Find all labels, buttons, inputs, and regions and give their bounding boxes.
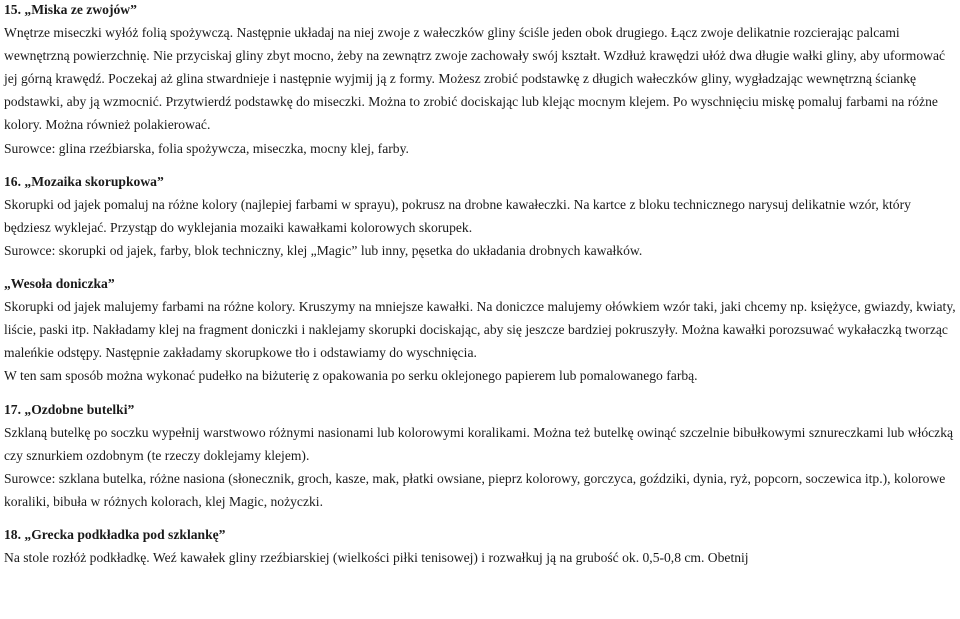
- section-heading: 16. „Mozaika skorupkowa”: [4, 173, 164, 189]
- section-heading: 17. „Ozdobne butelki”: [4, 401, 135, 417]
- section-paragraph: Szklaną butelkę po soczku wypełnij warstwowo różnymi nasionami lub kolorowymi koralikami. Można też butelkę owinąć szczelnie bibułkowymi sznureczkami lub włóczką czy sznurkiem ozdobnym (te rzeczy doklejamy klejem).: [4, 424, 954, 463]
- section-materials: Surowce: skorupki od jajek, farby, blok techniczny, klej „Magic” lub inny, pęsetka do układania drobnych kawałków.: [4, 242, 643, 258]
- section-heading: 15. „Miska ze zwojów”: [4, 2, 137, 17]
- section-paragraph: Na stole rozłóż podkładkę. Weź kawałek gliny rzeźbiarskiej (wielkości piłki tenisowej) i rozwałkuj ją na grubość ok. 0,5-0,8 cm. Obetnij: [4, 550, 749, 566]
- section-spacer: [4, 160, 956, 170]
- section-paragraph: Skorupki od jajek malujemy farbami na różne kolory. Kruszymy na mniejsze kawałki. Na doniczce malujemy ołówkiem wzór taki, jaki chcemy np. księżyce, gwiazdy, kwiaty, liście, paski itp. Nakładamy klej na fragment doniczki i naklejamy skorupki dociskając, aby się jeszcze bardziej pokruszyły. Można kawałki porozsuwać wykałaczką tworząc maleńkie odstępy. Następnie zakładamy skorupkowe tło i odstawiamy do wyschnięcia.: [4, 299, 956, 361]
- section-materials: Surowce: glina rzeźbiarska, folia spożywcza, miseczka, mocny klej, farby.: [4, 140, 409, 156]
- section-paragraph: W ten sam sposób można wykonać pudełko na biżuterię z opakowania po serku oklejonego papierem lub pomalowanego farbą.: [4, 368, 698, 384]
- section-materials: Surowce: szklana butelka, różne nasiona (słonecznik, groch, kasze, mak, płatki owsiane, pieprz kolorowy, gorczyca, goździki, dynia, ryż, popcorn, soczewica itp.), kolorowe koraliki, bibuła w różnych kolorach, klej Magic, nożyczki.: [4, 470, 946, 509]
- section-spacer: [4, 513, 956, 523]
- section-heading: 18. „Grecka podkładka pod szklankę”: [4, 526, 226, 542]
- section-heading: „Wesoła doniczka”: [4, 276, 115, 292]
- section-paragraph: Wnętrze miseczki wyłóż folią spożywczą. Następnie układaj na niej zwoje z wałeczków gliny ściśle jeden obok drugiego. Łącz zwoje delikatnie rozcierając palcami wewnętrzną powierzchnię. Nie przyciskaj gliny zbyt mocno, żeby na zewnątrz zwoje zachowały swój kształt. Wzdłuż krawędzi ułóż dwa długie wałki gliny, aby uformować jej górną krawędź. Poczekaj aż glina stwardnieje i następnie wyjmij ją z formy. Możesz zrobić podstawkę z długich wałeczków gliny, wygładzając wewnętrzną ściankę podstawki, aby ją wzmocnić. Przytwierdź podstawkę do miseczki. Można to zrobić dociskając lub klejąc mocnym klejem. Po wyschnięciu miskę pomaluj farbami na różne kolory. Można również polakierować.: [4, 25, 946, 133]
- section-spacer: [4, 262, 956, 272]
- document-page: [4, 0, 956, 569]
- section-spacer: [4, 388, 956, 398]
- section-paragraph: Skorupki od jajek pomaluj na różne kolory (najlepiej farbami w sprayu), pokrusz na drobne kawałeczki. Na kartce z bloku technicznego narysuj delikatnie wzór, który będziesz wyklejać. Przystąp do wyklejania mozaiki kawałkami kolorowych skorupek.: [4, 196, 911, 235]
